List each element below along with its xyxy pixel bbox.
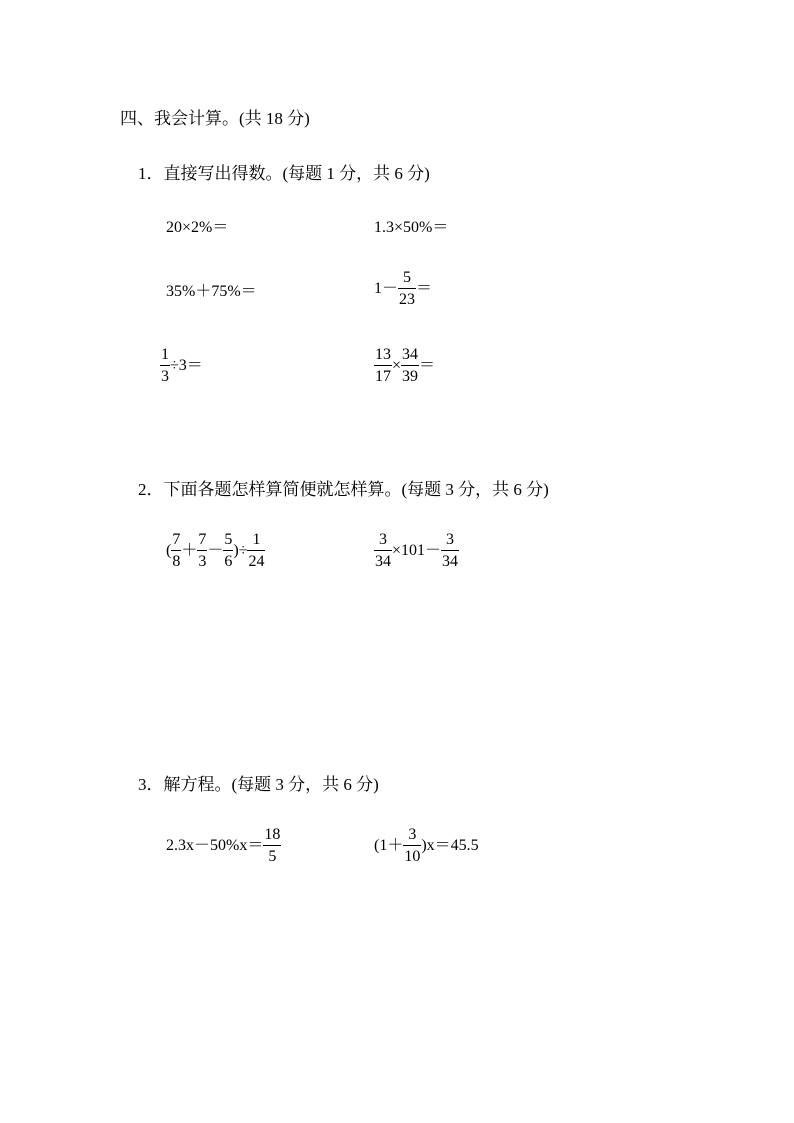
denominator: 39: [402, 368, 419, 385]
problem-1d-suffix: ＝: [416, 280, 433, 297]
denominator: 3: [161, 368, 169, 385]
denominator: 3: [198, 553, 207, 570]
problem-1b: 1.3×50%＝: [374, 219, 449, 236]
numerator: 13: [375, 346, 391, 363]
denominator: 34: [375, 553, 391, 570]
minus-sign: －: [207, 542, 224, 559]
problem-1e: [160, 347, 203, 385]
numerator: 3: [408, 826, 417, 843]
numerator: 1: [161, 346, 169, 363]
problem-3a: [166, 827, 281, 865]
question-1-title: 1．直接写出得数。(每题 1 分，共 6 分): [138, 164, 430, 183]
numerator: 34: [402, 346, 419, 363]
problem-1e-suffix: ÷3＝: [170, 357, 203, 374]
problem-2b: [374, 532, 459, 570]
denominator: 23: [399, 291, 416, 308]
fraction: [398, 270, 416, 308]
section-title: 四、我会计算。(共 18 分): [120, 109, 310, 128]
problem-1c: 35%＋75%＝: [166, 283, 257, 300]
fraction: [223, 532, 233, 570]
numerator: 3: [446, 531, 455, 548]
denominator: 34: [442, 553, 459, 570]
question-3-title: 3．解方程。(每题 3 分，共 6 分): [138, 775, 379, 794]
plus-sign: ＋: [181, 542, 198, 559]
fraction: [247, 532, 265, 570]
denominator: 6: [224, 553, 233, 570]
problem-1f: [374, 347, 435, 385]
numerator: 7: [198, 531, 207, 548]
problem-1d: [374, 270, 432, 308]
fraction: [403, 827, 421, 865]
numerator: 5: [224, 531, 233, 548]
problem-1d-prefix: 1－: [374, 280, 399, 297]
problem-3a-prefix: 2.3x－50%x＝: [166, 837, 264, 854]
fraction: [171, 532, 181, 570]
numerator: 5: [403, 269, 412, 286]
fraction: [374, 532, 392, 570]
fraction: [401, 347, 419, 385]
numerator: 3: [379, 531, 387, 548]
denominator: 5: [268, 848, 277, 865]
numerator: 1: [252, 531, 261, 548]
fraction: [374, 347, 392, 385]
fraction: [160, 347, 170, 385]
problem-3b-prefix: (1＋: [374, 837, 404, 854]
fraction: [197, 532, 207, 570]
problem-3b-suffix: )x＝45.5: [421, 837, 479, 854]
multiply-sign: ×: [392, 357, 402, 374]
problem-1a: 20×2%＝: [166, 219, 229, 236]
denominator: 17: [375, 368, 391, 385]
fraction: [263, 827, 281, 865]
open-paren: (: [166, 542, 172, 559]
problem-2b-middle: ×101－: [392, 542, 442, 559]
numerator: 18: [264, 826, 281, 843]
denominator: 8: [172, 553, 181, 570]
fraction: [441, 532, 459, 570]
question-2-title: 2．下面各题怎样算简便就怎样算。(每题 3 分，共 6 分): [138, 480, 549, 499]
close-paren-divide: )÷: [233, 542, 248, 559]
denominator: 24: [248, 553, 265, 570]
numerator: 7: [172, 531, 181, 548]
problem-2a: [166, 532, 265, 570]
problem-3b: [374, 827, 479, 865]
denominator: 10: [404, 848, 421, 865]
problem-1f-suffix: ＝: [419, 357, 436, 374]
